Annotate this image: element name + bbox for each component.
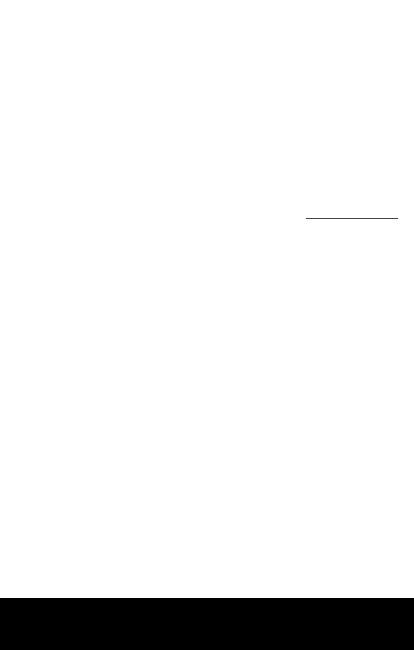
bottom-text-block <box>14 226 394 548</box>
top-text-block <box>14 26 394 212</box>
section-divider <box>306 218 398 219</box>
page-footer <box>56 564 62 578</box>
